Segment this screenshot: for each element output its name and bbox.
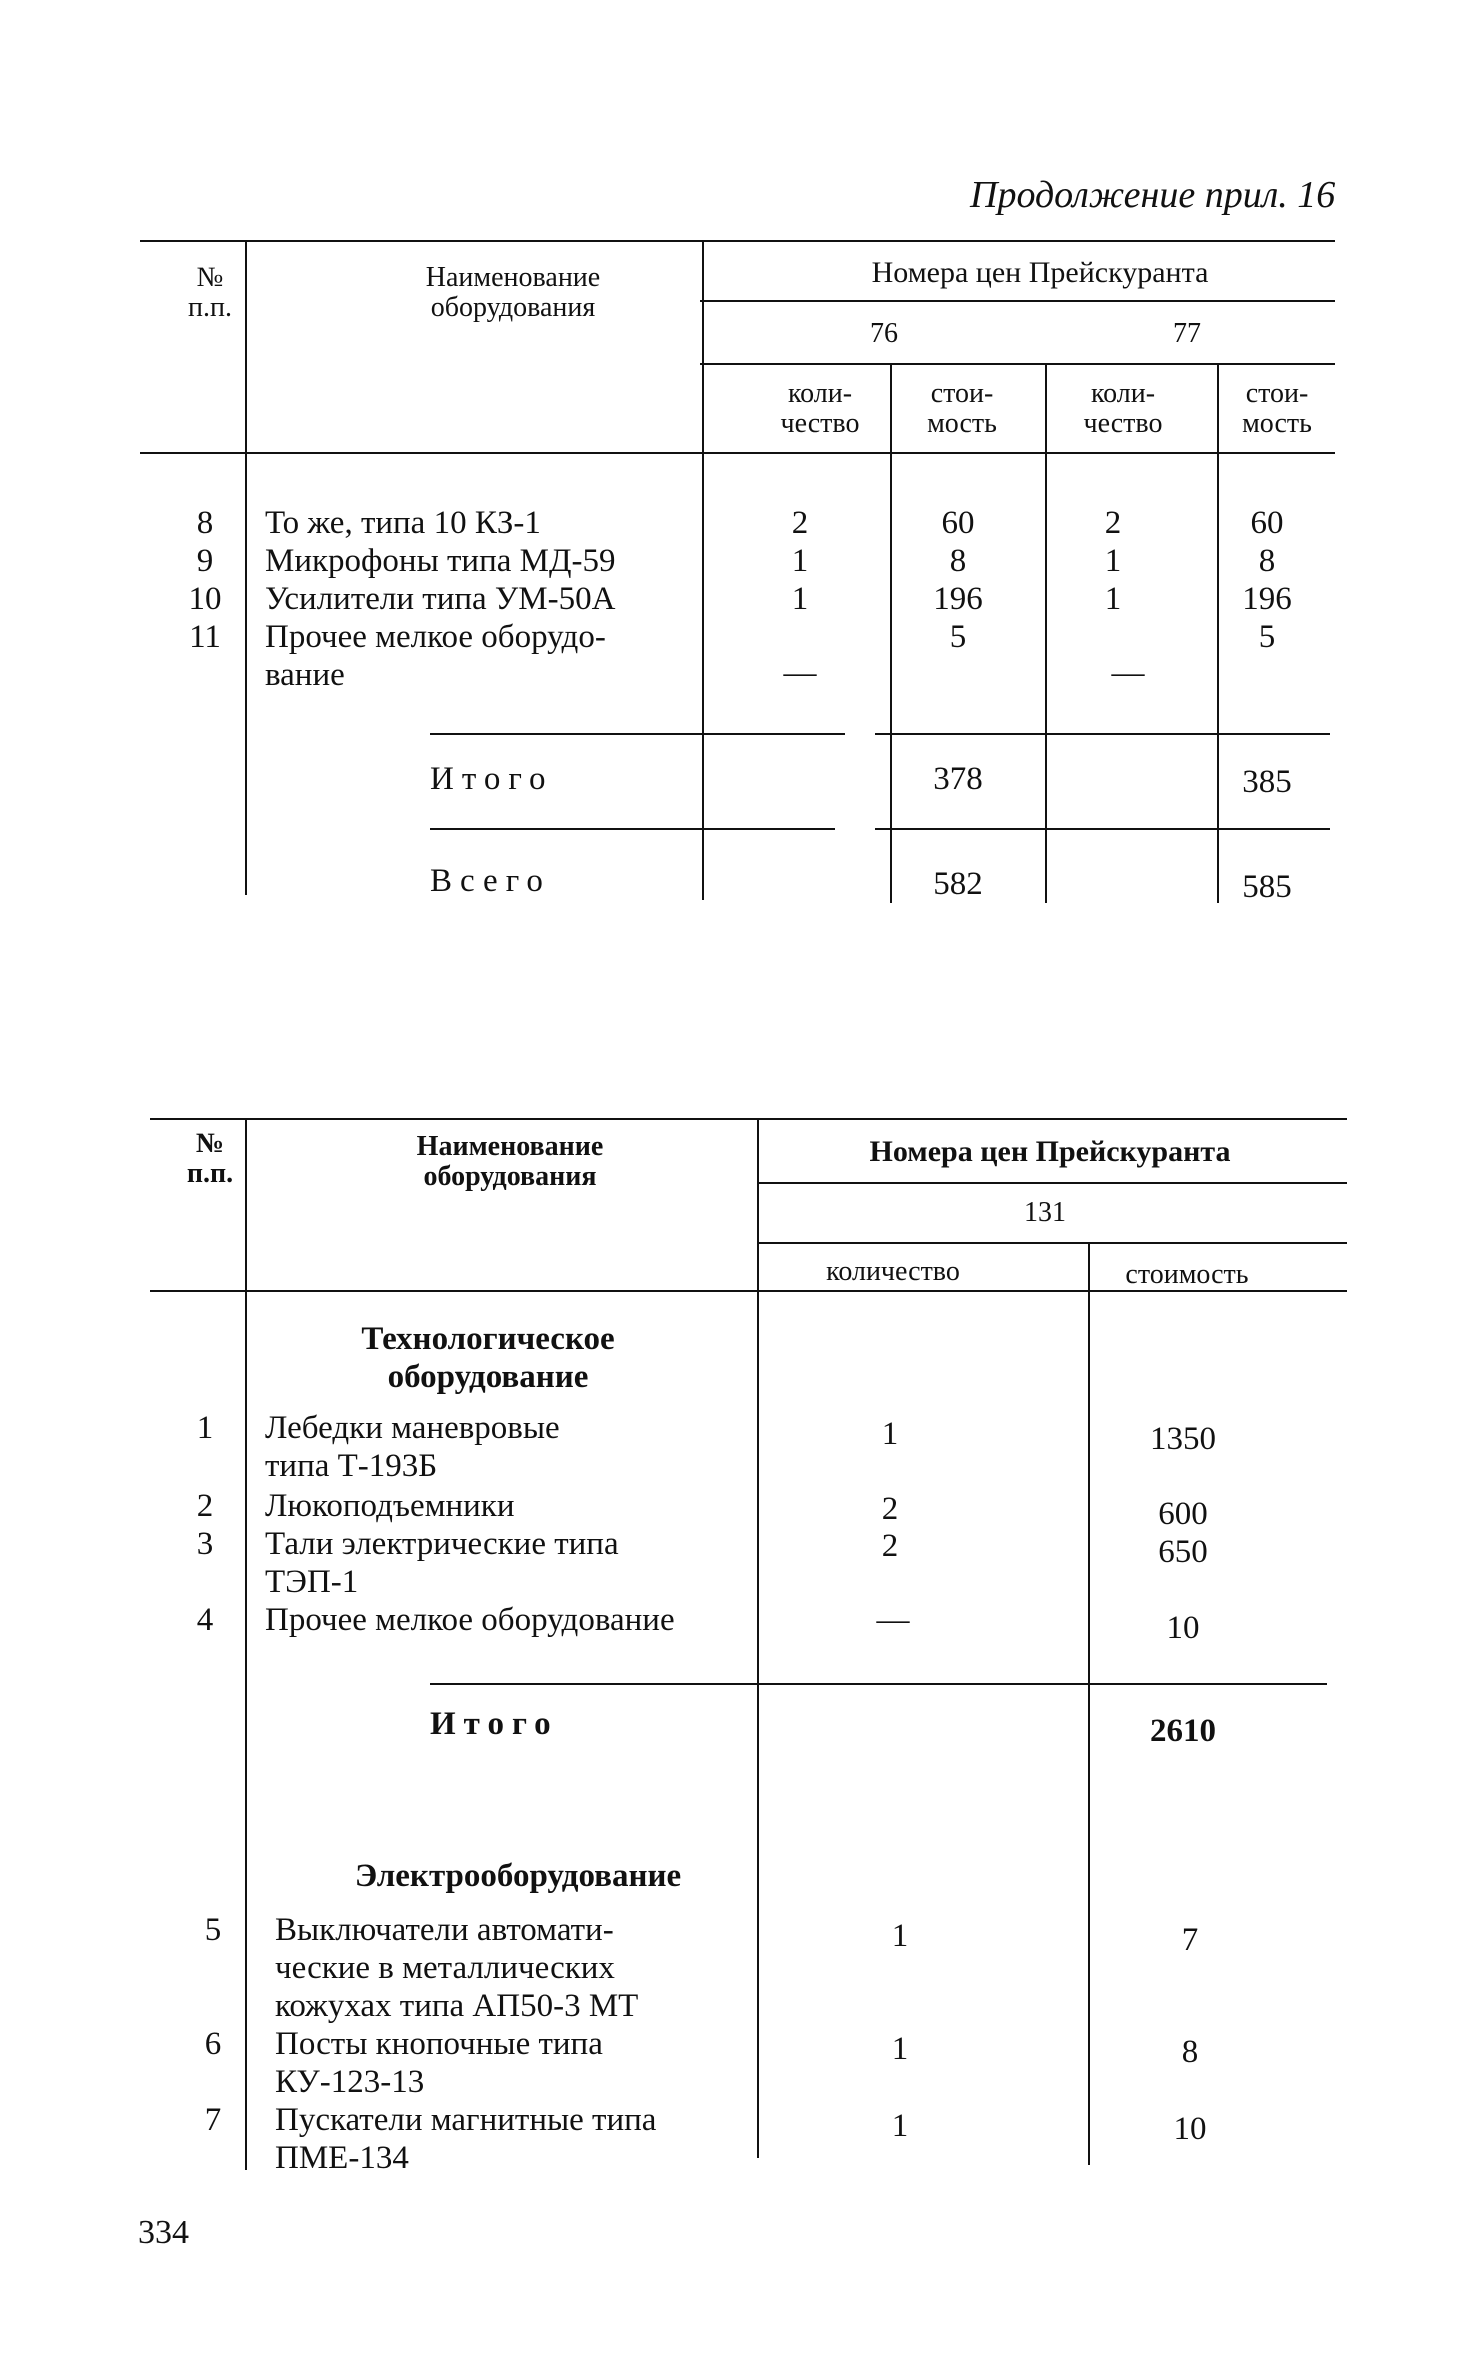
t2-itogo-cost: 2610 [1150, 1713, 1216, 1749]
row-name: Лебедки маневровые [265, 1410, 560, 1446]
row-name: Пускатели магнитные типа [275, 2102, 657, 2138]
row-num: 2 [196, 1488, 214, 1524]
row-name: Выключатели автомати- [275, 1912, 614, 1948]
row-qty: 1 [881, 1416, 899, 1452]
t1-col-num-label-2: п.п. [188, 292, 232, 323]
row-num: 9 [196, 543, 214, 579]
t1-vline-name [702, 240, 704, 900]
t1-c77-label-2: мость [1242, 408, 1312, 439]
t1-itogo-c77: 385 [1242, 764, 1292, 800]
t1-itogo-rule-b [875, 733, 1330, 735]
page-header: Продолжение прил. 16 [970, 174, 1336, 216]
t2-section2-title: Электрооборудование [354, 1858, 682, 1894]
row-name: То же, типа 10 КЗ-1 [265, 505, 541, 541]
row-name: Прочее мелкое оборудование [265, 1602, 675, 1638]
page-number: 334 [138, 2214, 189, 2251]
t1-top-rule [140, 240, 1335, 242]
row-c76: 8 [949, 543, 967, 579]
t1-vline-q76 [890, 363, 892, 903]
t2-group-header: Номера цен Прейскуранта [869, 1135, 1231, 1168]
row-num: 11 [189, 619, 221, 655]
t1-vsego-rule-b [875, 828, 1330, 830]
t2-col-num-label-2: п.п. [186, 1158, 234, 1189]
t2-cost-label: стоимость [1125, 1259, 1249, 1290]
t1-vline-num [245, 240, 247, 895]
row-c77: 196 [1242, 581, 1292, 617]
t2-vline-name [757, 1118, 759, 2158]
t2-itogo-label: Итого [430, 1706, 559, 1742]
t1-q76-label-1: коли- [787, 378, 853, 409]
t1-itogo-c76: 378 [933, 761, 983, 797]
row-name: Тали электрические типа [265, 1526, 619, 1562]
t1-vsego-rule-a [430, 828, 835, 830]
row-c76: 5 [949, 619, 967, 655]
row-q77: 1 [1104, 543, 1122, 579]
t1-q77-label-1: коли- [1090, 378, 1156, 409]
row-qty: 1 [891, 1918, 909, 1954]
row-q76: 1 [791, 543, 809, 579]
row-name-cont: ПМЕ-134 [275, 2140, 409, 2176]
row-name-cont: кожухах типа АП50-3 МТ [275, 1988, 639, 2024]
row-c76: 60 [941, 505, 975, 541]
t2-section1-title-2: оборудование [387, 1359, 589, 1395]
t1-vsego-c76: 582 [933, 866, 983, 902]
t2-top-rule [150, 1118, 1347, 1120]
t1-vline-q77 [1217, 363, 1219, 903]
t1-itogo-rule-a [430, 733, 845, 735]
row-cost: 8 [1181, 2034, 1199, 2070]
row-name: Прочее мелкое оборудо- [265, 619, 606, 655]
t2-subgroup-131: 131 [1024, 1197, 1066, 1228]
row-qty: 1 [891, 2108, 909, 2144]
row-name-cont: ческие в металлических [275, 1950, 615, 1986]
t1-group-rule [700, 300, 1335, 302]
row-name-cont: КУ-123-13 [275, 2064, 425, 2100]
t2-group-rule [757, 1182, 1347, 1184]
t1-q76-label-2: чество [780, 408, 860, 439]
t1-vsego-label: Всего [430, 863, 551, 899]
row-c77: 8 [1258, 543, 1276, 579]
t2-col-num-label-1: № [195, 1128, 225, 1159]
t1-c76-label-1: стои- [930, 378, 994, 409]
t1-col-num-label-1: № [196, 262, 224, 293]
row-num: 1 [196, 1410, 214, 1446]
row-qty: 1 [891, 2031, 909, 2067]
row-cost: 600 [1158, 1496, 1208, 1532]
t1-col-name-label-2: оборудования [430, 292, 596, 323]
row-num: 6 [204, 2026, 222, 2062]
row-name: Посты кнопочные типа [275, 2026, 603, 2062]
row-cost: 7 [1181, 1922, 1199, 1958]
row-qty: 2 [881, 1528, 899, 1564]
row-q76: — [783, 655, 817, 691]
t2-vline-num [245, 1118, 247, 2170]
t2-col-name-label-1: Наименование [416, 1131, 604, 1162]
row-name-cont: типа Т-193Б [265, 1448, 438, 1484]
t1-q77-label-2: чество [1083, 408, 1163, 439]
row-name-cont: вание [265, 657, 345, 693]
row-c77: 60 [1250, 505, 1284, 541]
t1-vline-c76 [1045, 363, 1047, 903]
row-num: 10 [188, 581, 222, 617]
row-num: 3 [196, 1526, 214, 1562]
t2-section1-title-1: Технологическое [361, 1321, 615, 1357]
row-q77: — [1111, 655, 1145, 691]
row-name: Усилители типа УМ-50А [265, 581, 616, 617]
t2-qty-label: количество [826, 1256, 960, 1287]
t1-c76-label-2: мость [927, 408, 997, 439]
t1-group-header: Номера цен Прейскуранта [871, 256, 1209, 289]
row-name-cont: ТЭП-1 [265, 1564, 359, 1600]
t1-col-name-label-1: Наименование [425, 262, 601, 293]
row-qty: 2 [881, 1491, 899, 1527]
row-c77: 5 [1258, 619, 1276, 655]
row-num: 4 [196, 1602, 214, 1638]
t1-subgroup-rule [700, 363, 1335, 365]
row-q77: 2 [1104, 505, 1122, 541]
t2-header-bottom-rule [150, 1290, 1347, 1292]
row-q76: 1 [791, 581, 809, 617]
row-qty: — [876, 1602, 910, 1638]
row-cost: 1350 [1150, 1421, 1216, 1457]
row-cost: 10 [1173, 2111, 1207, 2147]
t1-subgroup-77: 77 [1173, 318, 1201, 349]
t2-col-name-label-2: оборудования [423, 1161, 597, 1192]
t2-vline-qty [1088, 1242, 1090, 2165]
row-c76: 196 [933, 581, 983, 617]
t2-itogo-rule [430, 1683, 1327, 1685]
t1-c77-label-1: стои- [1245, 378, 1309, 409]
row-name: Микрофоны типа МД-59 [265, 543, 616, 579]
t1-vsego-c77: 585 [1242, 869, 1292, 905]
row-q76: 2 [791, 505, 809, 541]
row-num: 8 [196, 505, 214, 541]
row-q77: 1 [1104, 581, 1122, 617]
row-num: 5 [204, 1912, 222, 1948]
row-num: 7 [204, 2102, 222, 2138]
t1-subgroup-76: 76 [870, 318, 898, 349]
row-cost: 650 [1158, 1534, 1208, 1570]
row-name: Люкоподъемники [265, 1488, 515, 1524]
t1-header-bottom-rule [140, 452, 1335, 454]
t1-itogo-label: Итого [430, 761, 554, 797]
row-cost: 10 [1166, 1610, 1200, 1646]
t2-subgroup-rule [757, 1242, 1347, 1244]
